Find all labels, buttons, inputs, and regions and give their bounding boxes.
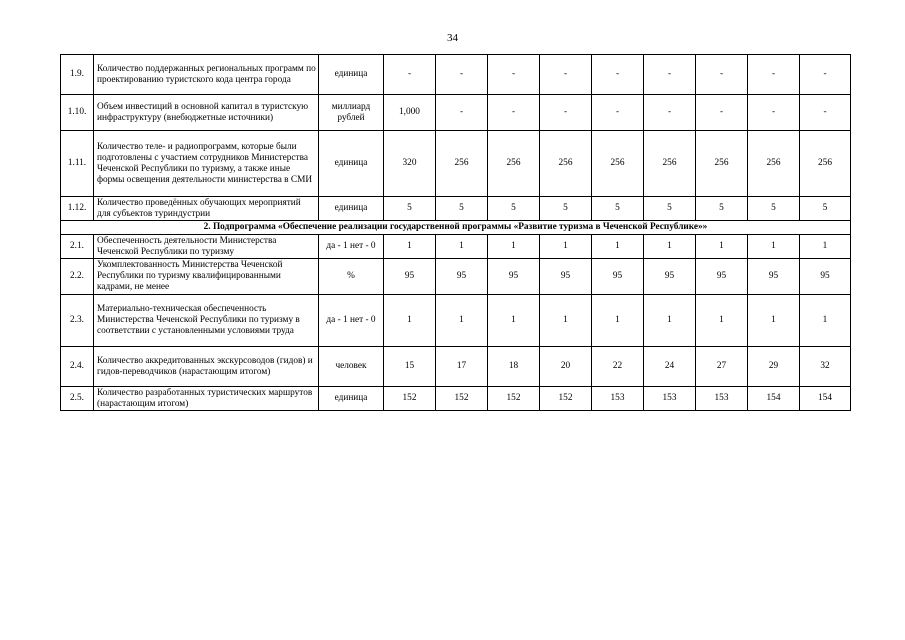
value-cell: 18 [488, 347, 540, 387]
row-number: 1.11. [61, 131, 94, 197]
value-cell: 256 [748, 131, 800, 197]
unit-cell: миллиард рублей [319, 95, 384, 131]
row-number: 2.4. [61, 347, 94, 387]
value-cell: 1 [592, 235, 644, 259]
indicator-name: Обеспеченность деятельности Министерства Чеченской Республики по туризму [94, 235, 319, 259]
value-cell: 5 [436, 197, 488, 221]
value-cell: 256 [592, 131, 644, 197]
value-cell: 1,000 [384, 95, 436, 131]
row-number: 2.1. [61, 235, 94, 259]
value-cell: 1 [748, 295, 800, 347]
table-row [61, 347, 851, 387]
value-cell: 95 [436, 259, 488, 295]
value-cell: - [384, 55, 436, 95]
value-cell: 5 [800, 197, 851, 221]
value-cell: - [800, 55, 851, 95]
unit-cell: % [319, 259, 384, 295]
value-cell: 5 [748, 197, 800, 221]
value-cell: 1 [488, 235, 540, 259]
value-cell: 1 [696, 295, 748, 347]
value-cell: 153 [592, 387, 644, 411]
row-number: 1.9. [61, 55, 94, 95]
value-cell: 20 [540, 347, 592, 387]
value-cell: 1 [436, 295, 488, 347]
value-cell: - [748, 95, 800, 131]
value-cell: - [488, 55, 540, 95]
table-row [61, 387, 851, 411]
value-cell: 154 [800, 387, 851, 411]
value-cell: 5 [696, 197, 748, 221]
table-body [61, 55, 851, 411]
value-cell: 256 [644, 131, 696, 197]
table-row [61, 55, 851, 95]
indicator-name: Объем инвестиций в основной капитал в туристскую инфраструктуру (внебюджетные источники) [94, 95, 319, 131]
value-cell: 95 [748, 259, 800, 295]
value-cell: 154 [748, 387, 800, 411]
value-cell: 1 [644, 295, 696, 347]
value-cell: 1 [488, 295, 540, 347]
value-cell: 1 [696, 235, 748, 259]
value-cell: - [644, 55, 696, 95]
indicator-name: Материально-техническая обеспеченность Министерства Чеченской Республики по туризму в соответствии с установленными условиями труда [94, 295, 319, 347]
value-cell: - [540, 95, 592, 131]
table-row [61, 295, 851, 347]
row-number: 1.10. [61, 95, 94, 131]
indicator-name: Укомплектованность Министерства Чеченской Республики по туризму квалифицированными кадрами, не менее [94, 259, 319, 295]
table-row [61, 95, 851, 131]
value-cell: 256 [436, 131, 488, 197]
value-cell: 5 [592, 197, 644, 221]
value-cell: 256 [488, 131, 540, 197]
value-cell: 5 [384, 197, 436, 221]
value-cell: - [748, 55, 800, 95]
value-cell: 1 [800, 235, 851, 259]
value-cell: 5 [488, 197, 540, 221]
value-cell: 95 [488, 259, 540, 295]
value-cell: 1 [540, 295, 592, 347]
value-cell: 1 [384, 235, 436, 259]
unit-cell: единица [319, 131, 384, 197]
table-row [61, 131, 851, 197]
unit-cell: да - 1 нет - 0 [319, 295, 384, 347]
value-cell: 95 [592, 259, 644, 295]
value-cell: 5 [540, 197, 592, 221]
value-cell: 1 [592, 295, 644, 347]
value-cell: 1 [436, 235, 488, 259]
value-cell: - [696, 95, 748, 131]
value-cell: 152 [384, 387, 436, 411]
value-cell: 5 [644, 197, 696, 221]
value-cell: - [436, 55, 488, 95]
value-cell: 152 [488, 387, 540, 411]
indicator-name: Количество поддержанных региональных программ по проектированию туристского кода центра города [94, 55, 319, 95]
unit-cell: единица [319, 387, 384, 411]
value-cell: 24 [644, 347, 696, 387]
row-number: 2.3. [61, 295, 94, 347]
value-cell: 256 [540, 131, 592, 197]
indicator-name: Количество теле- и радиопрограмм, которые были подготовлены с участием сотрудников Министерства Чеченской Республики по туризму, а также иные формы освещения деятельности министерства в СМИ [94, 131, 319, 197]
value-cell: 95 [800, 259, 851, 295]
table-row [61, 197, 851, 221]
value-cell: - [540, 55, 592, 95]
value-cell: 32 [800, 347, 851, 387]
value-cell: - [592, 95, 644, 131]
indicators-table [60, 54, 851, 411]
value-cell: - [800, 95, 851, 131]
unit-cell: да - 1 нет - 0 [319, 235, 384, 259]
value-cell: 1 [748, 235, 800, 259]
value-cell: 1 [800, 295, 851, 347]
row-number: 2.5. [61, 387, 94, 411]
indicator-name: Количество разработанных туристических маршрутов (нарастающим итогом) [94, 387, 319, 411]
value-cell: 95 [540, 259, 592, 295]
value-cell: 95 [644, 259, 696, 295]
indicator-name: Количество проведённых обучающих мероприятий для субъектов туриндустрии [94, 197, 319, 221]
section-row [61, 221, 851, 235]
table-row [61, 235, 851, 259]
value-cell: 95 [696, 259, 748, 295]
value-cell: 256 [696, 131, 748, 197]
value-cell: - [592, 55, 644, 95]
value-cell: 17 [436, 347, 488, 387]
value-cell: 152 [540, 387, 592, 411]
value-cell: 1 [540, 235, 592, 259]
value-cell: 1 [384, 295, 436, 347]
value-cell: - [644, 95, 696, 131]
value-cell: 29 [748, 347, 800, 387]
value-cell: 153 [644, 387, 696, 411]
value-cell: - [696, 55, 748, 95]
row-number: 1.12. [61, 197, 94, 221]
value-cell: 320 [384, 131, 436, 197]
value-cell: 27 [696, 347, 748, 387]
table-row [61, 259, 851, 295]
value-cell: 15 [384, 347, 436, 387]
value-cell: 1 [644, 235, 696, 259]
value-cell: - [488, 95, 540, 131]
indicator-name: Количество аккредитованных экскурсоводов (гидов) и гидов-переводчиков (нарастающим итогом) [94, 347, 319, 387]
unit-cell: человек [319, 347, 384, 387]
unit-cell: единица [319, 197, 384, 221]
value-cell: 256 [800, 131, 851, 197]
unit-cell: единица [319, 55, 384, 95]
row-number: 2.2. [61, 259, 94, 295]
value-cell: 153 [696, 387, 748, 411]
value-cell: 22 [592, 347, 644, 387]
value-cell: - [436, 95, 488, 131]
section-title: 2. Подпрограмма «Обеспечение реализации государственной программы «Развитие туризма в Чеченской Республике»» [61, 221, 851, 235]
value-cell: 95 [384, 259, 436, 295]
value-cell: 152 [436, 387, 488, 411]
page-number: 34 [447, 32, 458, 44]
